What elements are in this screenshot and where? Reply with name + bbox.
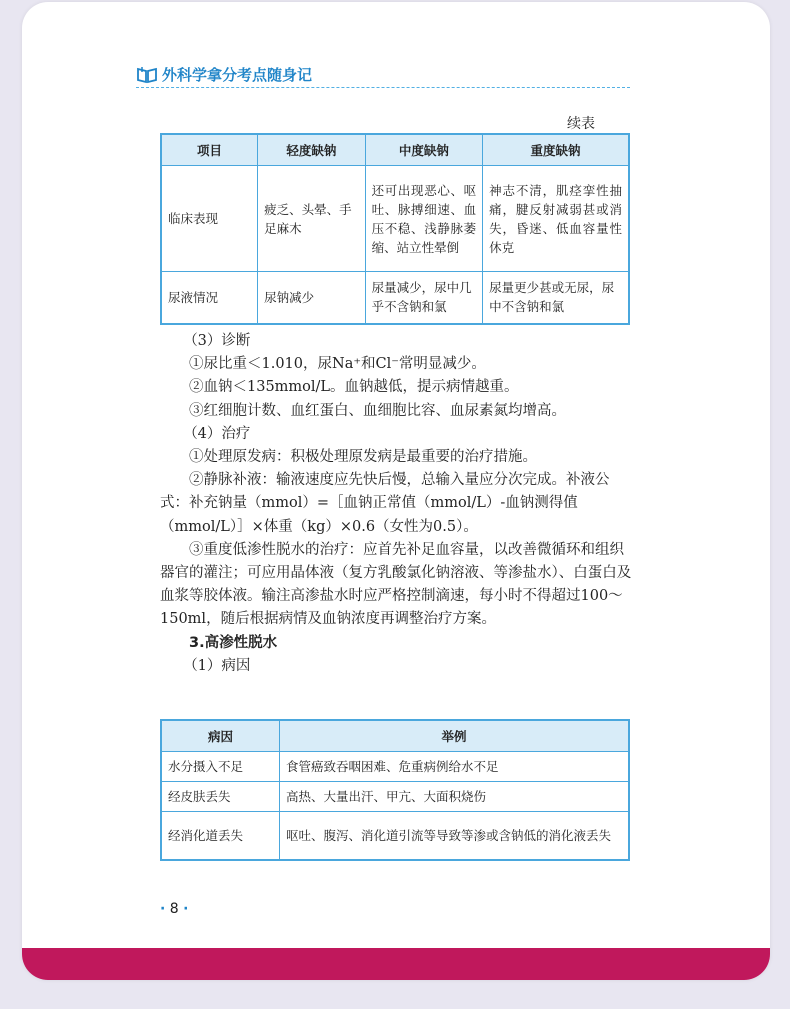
hypertonic-causes-table [160, 719, 630, 861]
running-header [136, 64, 312, 85]
table-row [161, 782, 629, 812]
diagnosis-item: ③红细胞计数、血红蛋白、血细胞比容、血尿素氮均增高。 [189, 402, 566, 419]
diagnosis-item: ②血钠＜135mmol/L。血钠越低，提示病情越重。 [189, 379, 519, 396]
treatment-heading: （4）治疗 [183, 425, 251, 442]
book-page [22, 2, 770, 980]
table-header-cell: 病因 [161, 720, 280, 752]
table-row [161, 752, 629, 782]
table-row [161, 166, 629, 272]
table-cell: 神志不清，肌痉挛性抽痛，腱反射减弱甚或消失，昏迷、低血容量性休克 [483, 166, 629, 272]
table-row [161, 272, 629, 324]
table-cell: 尿量更少甚或无尿，尿中不含钠和氯 [483, 272, 629, 324]
treatment-item: ②静脉补液：输液速度应先快后慢，总输入量应分次完成。补液公式：补充钠量（mmol）=［血钠正常值（mmol/L）-血钠测得值（mmol/L）］×体重（kg）×0.6（女性为0.5）。 [160, 472, 610, 535]
table-cell: 临床表现 [161, 166, 258, 272]
table-header-row [161, 134, 629, 166]
table-cell: 食管癌致吞咽困难、危重病例给水不足 [280, 752, 629, 782]
header-divider [136, 87, 630, 88]
header-title: 外科学拿分考点随身记 [162, 66, 313, 84]
diagnosis-item: ①尿比重＜1.010，尿Na⁺和Cl⁻常明显减少。 [189, 356, 486, 373]
table-header-cell: 举例 [280, 720, 629, 752]
cause-heading: （1）病因 [183, 657, 251, 674]
table-header-cell: 中度缺钠 [365, 134, 483, 166]
table-cell: 经消化道丢失 [161, 812, 280, 860]
table-cell: 疲乏、头晕、手足麻木 [258, 166, 366, 272]
page-number-value: 8 [169, 901, 179, 917]
table-row [161, 812, 629, 860]
body-text [160, 330, 634, 678]
table-header-row [161, 720, 629, 752]
open-book-icon [136, 66, 158, 84]
table-cell: 水分摄入不足 [161, 752, 280, 782]
treatment-item: ①处理原发病：积极处理原发病是最重要的治疗措施。 [189, 449, 537, 466]
sodium-deficit-table [160, 133, 630, 325]
table-cell: 还可出现恶心、呕吐、脉搏细速、血压不稳、浅静脉萎缩、站立性晕倒 [365, 166, 483, 272]
treatment-item: ③重度低渗性脱水的治疗：应首先补足血容量，以改善微循环和组织器官的灌注；可应用晶体液（复方乳酸氯化钠溶液、等渗盐水）、白蛋白及血浆等胶体液。输注高渗盐水时应严格控制滴速，每小时不得超过100～150ml，随后根据病情及血钠浓度再调整治疗方案。 [160, 541, 632, 628]
table-header-cell: 项目 [161, 134, 258, 166]
table-cell: 尿量减少，尿中几乎不含钠和氯 [365, 272, 483, 324]
table-cell: 经皮肤丢失 [161, 782, 280, 812]
table-cell: 呕吐、腹泻、消化道引流等导致等渗或含钠低的消化液丢失 [280, 812, 629, 860]
page-number: · 8 · [160, 901, 189, 917]
section-heading: 3.高渗性脱水 [189, 634, 278, 651]
table-cell: 尿钠减少 [258, 272, 366, 324]
diagnosis-heading: （3）诊断 [183, 333, 251, 349]
table-header-cell: 重度缺钠 [483, 134, 629, 166]
table-cell: 尿液情况 [161, 272, 258, 324]
table-cell: 高热、大量出汗、甲亢、大面积烧伤 [280, 782, 629, 812]
bottom-color-band [22, 948, 770, 980]
table-header-cell: 轻度缺钠 [258, 134, 366, 166]
continued-label: 续表 [567, 116, 595, 132]
